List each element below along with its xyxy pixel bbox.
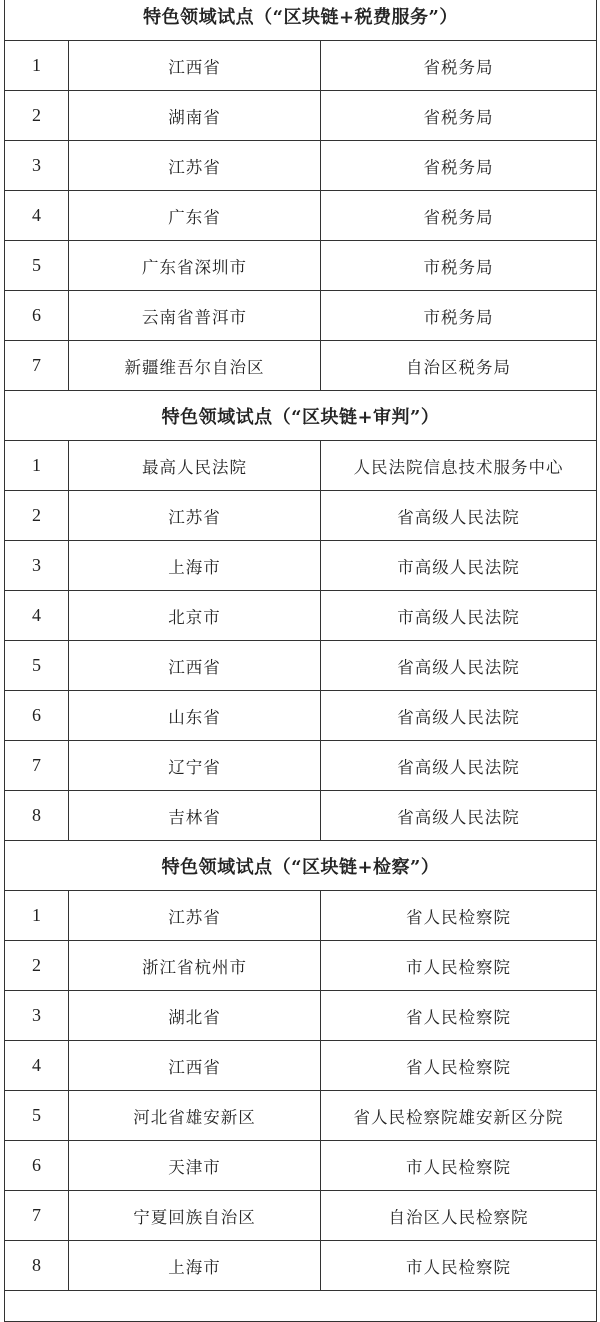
row-number: 5 <box>5 1091 69 1141</box>
section-title: 特色领域试点（“区块链+检察”） <box>5 841 597 891</box>
row-organization: 省高级人民法院 <box>321 691 597 741</box>
row-region: 江苏省 <box>69 141 321 191</box>
pilot-list-table <box>4 0 597 1322</box>
table-row <box>5 191 597 241</box>
row-number: 2 <box>5 91 69 141</box>
row-number: 4 <box>5 1041 69 1091</box>
row-region: 天津市 <box>69 1141 321 1191</box>
row-number: 8 <box>5 1241 69 1291</box>
row-number: 1 <box>5 41 69 91</box>
row-organization: 省人民检察院 <box>321 1041 597 1091</box>
row-region: 湖南省 <box>69 91 321 141</box>
row-organization: 省高级人民法院 <box>321 491 597 541</box>
row-region: 宁夏回族自治区 <box>69 1191 321 1241</box>
row-region: 北京市 <box>69 591 321 641</box>
row-region: 湖北省 <box>69 991 321 1041</box>
row-number: 6 <box>5 291 69 341</box>
row-region: 广东省深圳市 <box>69 241 321 291</box>
table-row <box>5 241 597 291</box>
row-organization: 省人民检察院雄安新区分院 <box>321 1091 597 1141</box>
row-organization: 省税务局 <box>321 91 597 141</box>
row-organization: 市人民检察院 <box>321 1241 597 1291</box>
section-header-row <box>5 841 597 891</box>
row-region: 河北省雄安新区 <box>69 1091 321 1141</box>
table-row <box>5 1141 597 1191</box>
row-region: 上海市 <box>69 541 321 591</box>
table-row <box>5 1091 597 1141</box>
row-region: 云南省普洱市 <box>69 291 321 341</box>
table-row <box>5 641 597 691</box>
section-title: 特色领域试点（“区块链+税费服务”） <box>5 0 597 41</box>
row-organization: 省人民检察院 <box>321 991 597 1041</box>
row-number: 8 <box>5 791 69 841</box>
row-number: 7 <box>5 741 69 791</box>
table-row <box>5 991 597 1041</box>
row-organization: 人民法院信息技术服务中心 <box>321 441 597 491</box>
row-number: 5 <box>5 641 69 691</box>
row-region: 江西省 <box>69 1041 321 1091</box>
row-region: 新疆维吾尔自治区 <box>69 341 321 391</box>
section-header-row <box>5 0 597 41</box>
section-header-row <box>5 391 597 441</box>
row-organization: 省高级人民法院 <box>321 641 597 691</box>
table-row <box>5 741 597 791</box>
table-row <box>5 91 597 141</box>
row-region: 吉林省 <box>69 791 321 841</box>
section-title: 特色领域试点（“区块链+审判”） <box>5 391 597 441</box>
row-number: 1 <box>5 441 69 491</box>
row-number: 6 <box>5 1141 69 1191</box>
table-row <box>5 791 597 841</box>
table-row <box>5 41 597 91</box>
pilot-list-body <box>5 0 597 1322</box>
table-row <box>5 291 597 341</box>
row-organization: 市高级人民法院 <box>321 591 597 641</box>
next-row-partial <box>5 1291 597 1322</box>
row-number: 7 <box>5 1191 69 1241</box>
table-row <box>5 1041 597 1091</box>
row-organization: 市高级人民法院 <box>321 541 597 591</box>
row-region: 江苏省 <box>69 491 321 541</box>
row-organization: 省税务局 <box>321 141 597 191</box>
row-organization: 省人民检察院 <box>321 891 597 941</box>
table-row <box>5 491 597 541</box>
table-row <box>5 591 597 641</box>
row-number: 4 <box>5 191 69 241</box>
row-organization: 市人民检察院 <box>321 1141 597 1191</box>
row-number: 2 <box>5 491 69 541</box>
row-region: 辽宁省 <box>69 741 321 791</box>
row-organization: 省高级人民法院 <box>321 741 597 791</box>
next-row-cell <box>5 1291 597 1322</box>
row-organization: 自治区税务局 <box>321 341 597 391</box>
row-organization: 自治区人民检察院 <box>321 1191 597 1241</box>
row-region: 广东省 <box>69 191 321 241</box>
table-row <box>5 141 597 191</box>
row-organization: 省税务局 <box>321 41 597 91</box>
row-number: 7 <box>5 341 69 391</box>
row-region: 江西省 <box>69 41 321 91</box>
table-row <box>5 1191 597 1241</box>
table-row <box>5 941 597 991</box>
row-number: 5 <box>5 241 69 291</box>
row-number: 6 <box>5 691 69 741</box>
row-region: 上海市 <box>69 1241 321 1291</box>
row-organization: 市人民检察院 <box>321 941 597 991</box>
table-row <box>5 891 597 941</box>
row-region: 浙江省杭州市 <box>69 941 321 991</box>
row-number: 4 <box>5 591 69 641</box>
row-number: 3 <box>5 141 69 191</box>
row-organization: 市税务局 <box>321 291 597 341</box>
table-row <box>5 691 597 741</box>
row-region: 江苏省 <box>69 891 321 941</box>
table-row <box>5 341 597 391</box>
row-organization: 省高级人民法院 <box>321 791 597 841</box>
row-organization: 省税务局 <box>321 191 597 241</box>
row-organization: 市税务局 <box>321 241 597 291</box>
table-row <box>5 441 597 491</box>
row-number: 3 <box>5 541 69 591</box>
row-number: 2 <box>5 941 69 991</box>
row-region: 最高人民法院 <box>69 441 321 491</box>
row-number: 3 <box>5 991 69 1041</box>
row-region: 山东省 <box>69 691 321 741</box>
table-row <box>5 1241 597 1291</box>
table-row <box>5 541 597 591</box>
row-region: 江西省 <box>69 641 321 691</box>
row-number: 1 <box>5 891 69 941</box>
